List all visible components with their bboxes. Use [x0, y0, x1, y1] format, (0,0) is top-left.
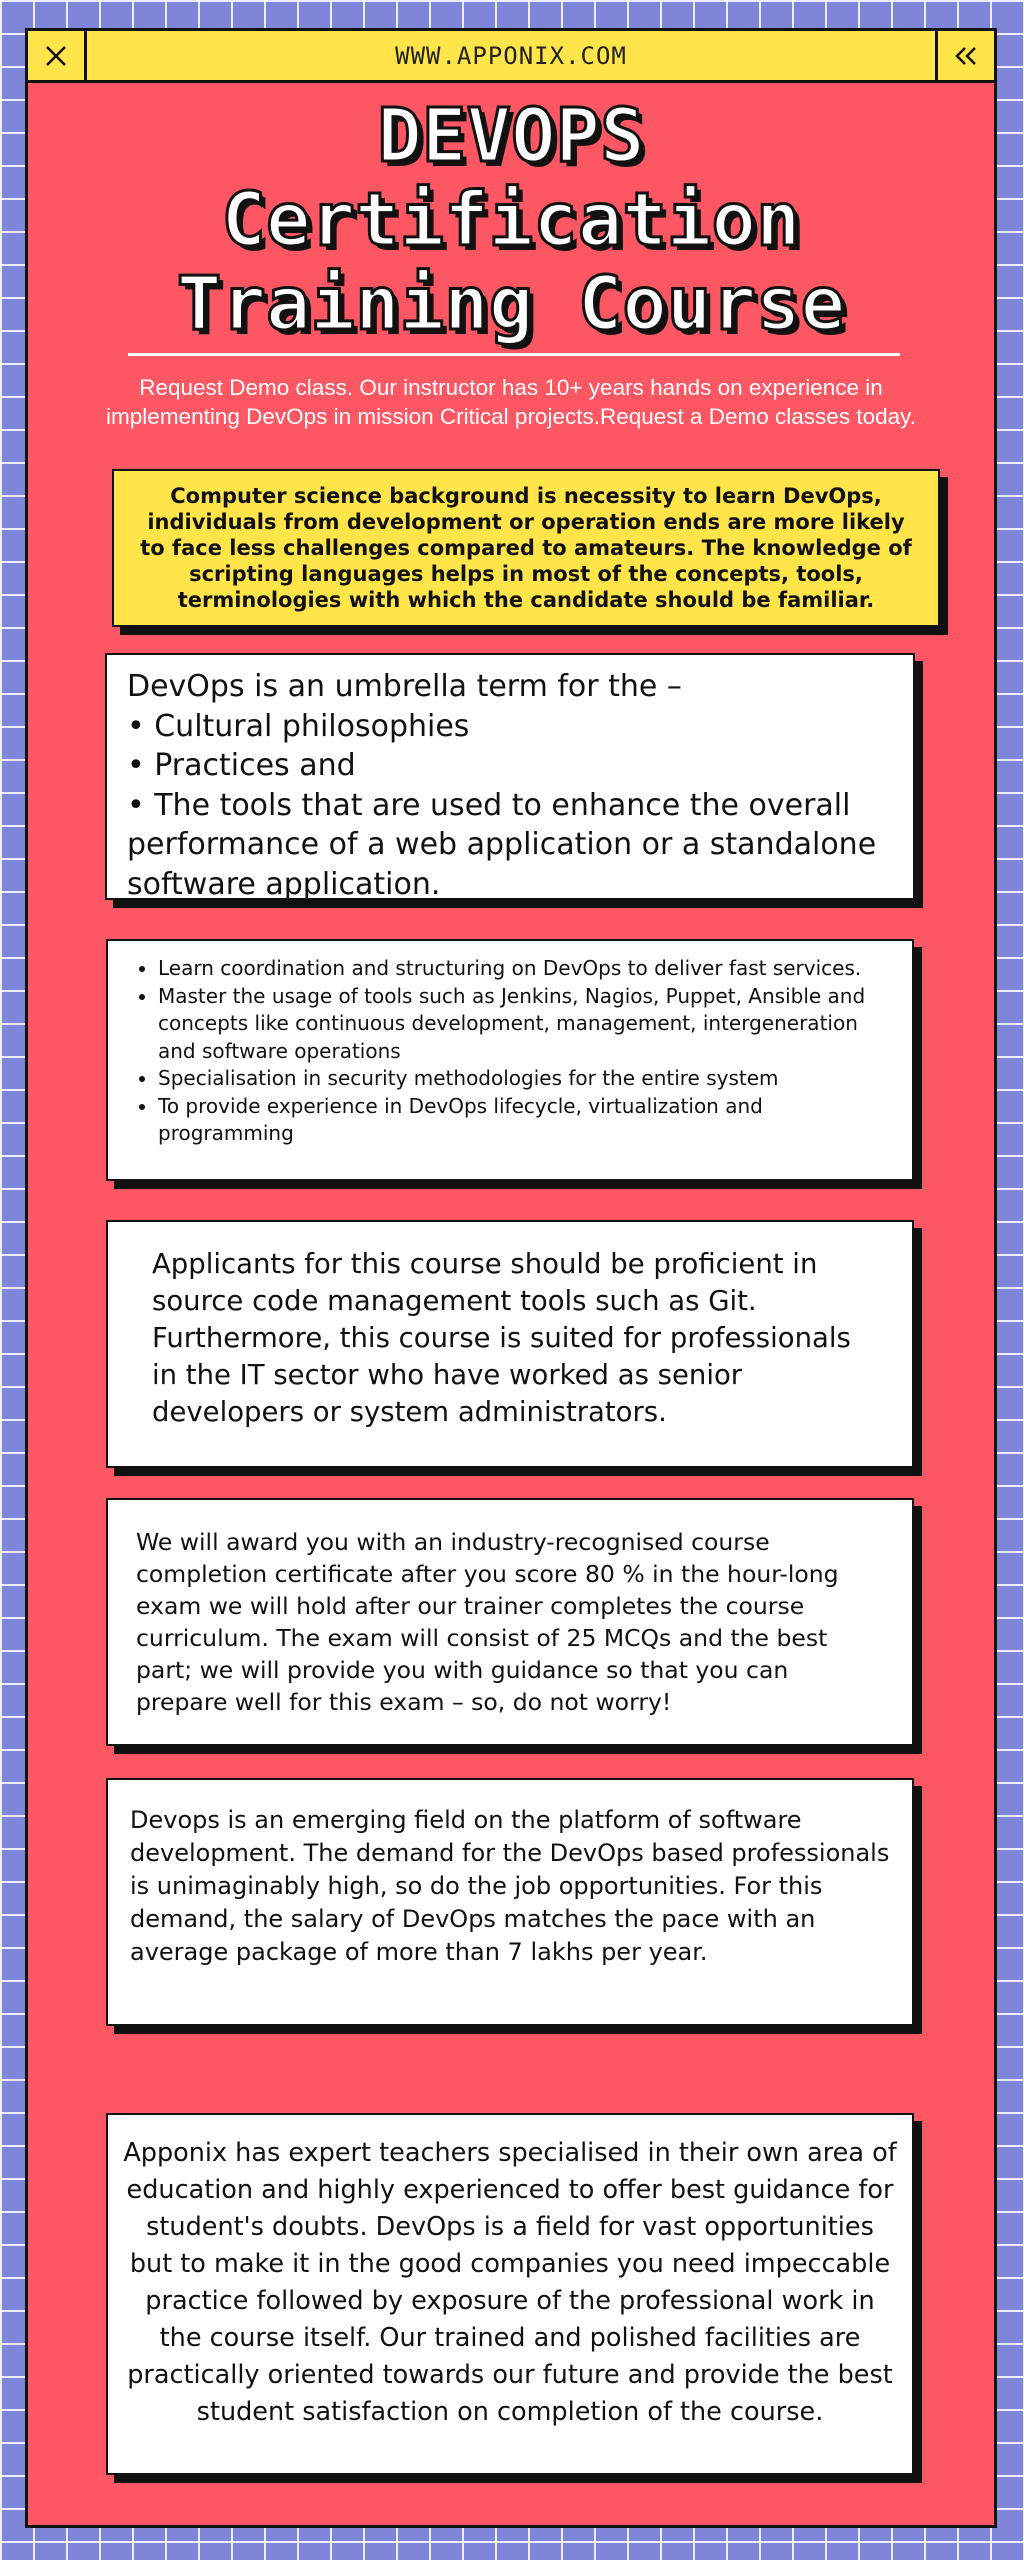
objectives-list — [130, 955, 892, 1148]
prerequisite-card — [112, 469, 940, 627]
website-url[interactable]: WWW.APPONIX.COM — [395, 41, 627, 70]
about-text: Apponix has expert teachers specialised in their own area of education and highly experienced to offer best guidance for student's doubts. DevOps is a field for vast opportunities but to make it in the good companies you need impeccable practice followed by exposure of the professional work in the course itself. Our trained and polished facilities are practically oriented towards our future and provide the best student satisfaction on completion of the course. — [123, 2138, 897, 2427]
definition-item: • The tools that are used to enhance the overall performance of a web application or a standalone software application. — [127, 787, 877, 902]
objectives-card — [106, 939, 914, 1181]
definition-lead: DevOps is an umbrella term for the – — [127, 669, 682, 704]
certificate-text: We will award you with an industry-recognised course completion certificate after you score 80 % in the hour-long exam we will hold after our trainer completes the course curriculum. The exam will consist of 25 MCQs and the best part; we will provide you with guidance so that you can prepare well for this exam – so, do not worry! — [136, 1528, 839, 1716]
objective-item: • Learn coordination and structuring on DevOps to deliver fast services. — [158, 955, 892, 983]
about-card — [106, 2113, 914, 2475]
top-bar — [28, 31, 994, 83]
definition-item: • Practices and — [127, 748, 356, 783]
objective-item: • Specialisation in security methodologies for the entire system — [158, 1065, 892, 1093]
title-divider — [128, 353, 900, 356]
applicants-card — [106, 1220, 914, 1468]
double-chevron-left-icon — [953, 46, 979, 66]
close-button[interactable] — [28, 31, 87, 80]
back-button[interactable] — [935, 31, 994, 80]
close-icon — [45, 45, 67, 67]
career-card — [106, 1778, 914, 2026]
objective-item: • To provide experience in DevOps lifecycle, virtualization and programming — [158, 1093, 892, 1148]
title-line-1: DEVOPS — [377, 93, 645, 179]
definition-card — [105, 653, 915, 900]
intro-text: Request Demo class. Our instructor has 10+ years hands on experience in implementing DevOps in mission Critical projects.Request a Demo classes today. — [106, 375, 916, 429]
prerequisite-text: Computer science background is necessity to learn DevOps, individuals from development or operation ends are more likely to face less challenges compared to amateurs. The knowledge of scripting languages helps in most of the concepts, tools, terminologies with which the candidate should be familiar. — [140, 484, 912, 612]
poster — [25, 28, 997, 2528]
definition-item: • Cultural philosophies — [127, 708, 470, 744]
career-text: Devops is an emerging field on the platform of software development. The demand for the DevOps based professionals is unimaginably high, so do the job opportunities. For this demand, the salary of DevOps matches the pace with an average package of more than 7 lakhs per year. — [130, 1806, 890, 1966]
title-line-3: Training Course — [176, 261, 846, 347]
applicants-text: Applicants for this course should be proficient in source code management tools such as Git. Furthermore, this course is suited for professionals in the IT sector who have worked as senior developers or system administrators. — [152, 1248, 851, 1428]
title-line-2: Certification — [221, 177, 801, 263]
objective-item: • Master the usage of tools such as Jenkins, Nagios, Puppet, Ansible and concepts like continuous development, management, intergeneration and software operations — [158, 983, 892, 1066]
certificate-card — [106, 1498, 914, 1746]
